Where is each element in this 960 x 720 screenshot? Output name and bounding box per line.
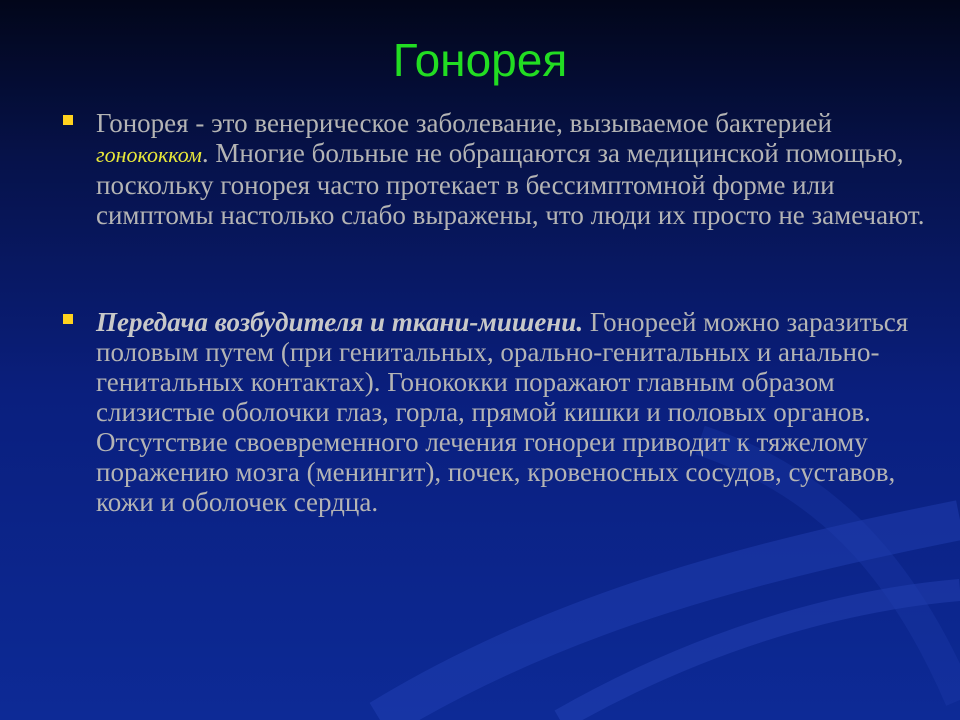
definition-text-end: . Многие больные не обращаются за медицинской помощью, поскольку гонорея часто протекает в бессимптомной форме или симптомы настолько слабо выражены, что люди их просто не замечают. [96,138,925,230]
transmission-text: Гонореей можно заразиться половым путем (при генитальных, орально-генитальных и анально-генитальных контактах). Гонококки поражают главным образом слизистые оболочки глаз, горла, прямой кишки и половых органов. Отсутствие своевременного лечения гонореи приводит к тяжелому поражению мозга (менингит), почек, кровеносных сосудов, суставов, кожи и оболочек сердца. [96,307,909,517]
highlighted-term: гонококком [96,142,202,167]
transmission-heading: Передача возбудителя и ткани-мишени. [96,307,584,337]
square-bullet-icon [63,115,73,125]
swoosh-curve-1 [380,520,960,720]
bullet-item-transmission [96,307,946,517]
slide-title: Гонорея [392,34,568,86]
definition-text-start: Гонорея - это венерическое заболевание, вызываемое бактерией [96,108,832,138]
square-bullet-icon [63,314,73,324]
bullet-item-definition [96,108,946,230]
swoosh-curve-2 [560,590,960,720]
